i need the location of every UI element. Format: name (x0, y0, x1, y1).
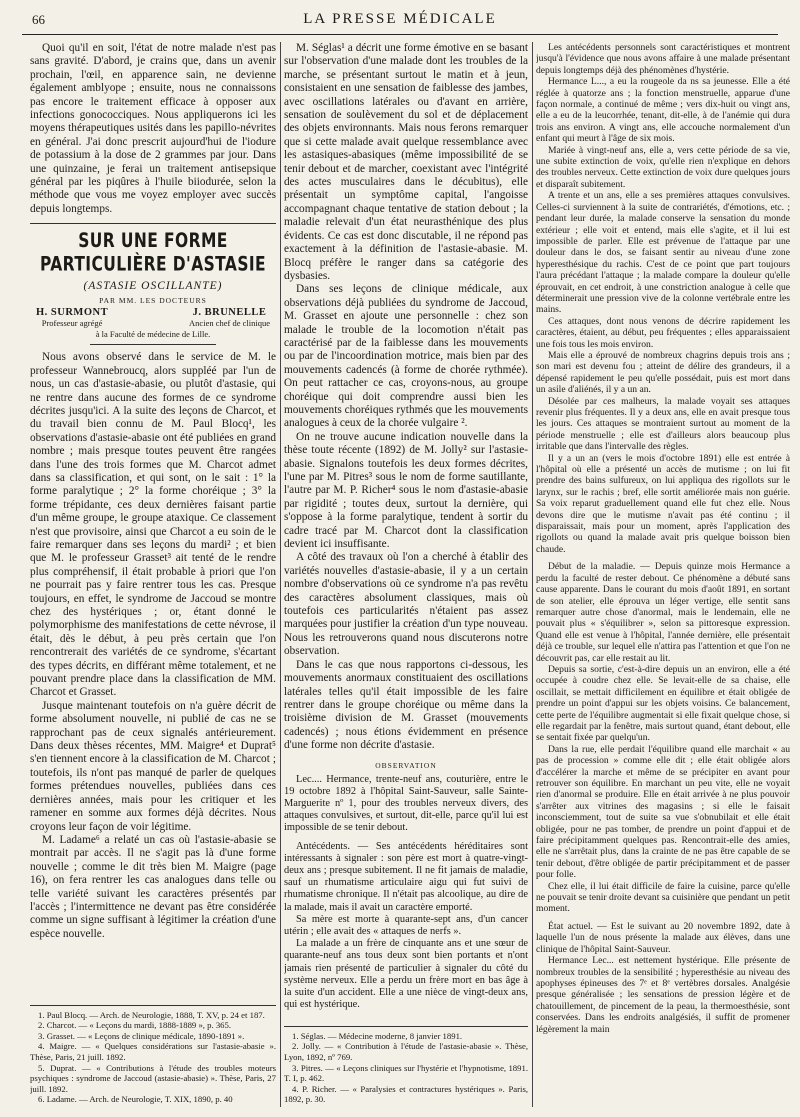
byline-divider (90, 344, 216, 345)
footnote: 5. Duprat. — « Contributions à l'étude des troubles moteurs psychiques : syndrome de Jaccoud (astasie-abasie) ». Thèse, Paris, 27 juill. 1892. (30, 1062, 276, 1094)
intro-paragraph: Quoi qu'il en soit, l'état de notre malade n'est pas sans gravité. D'abord, je crains que, dans un avenir prochain, l'œil, en apparence sain, ne devienne également amblyope ; ensuite, nous ne connaissons pas encore le traitement efficace à opposer aux infections gonococciques. Nous appliquerons ici les moyens thérapeutiques usités dans les papillo-névrites en général. J'ai donc prescrit aujourd'hui de l'iodure de potassium à la dose de 2 grammes par jour. Dans une quinzaine, je ferai un traitement antisepsique général par les piqûres à l'huile biiodurée, selon la méthode que vous me voyez employer avec succès depuis longtemps. (30, 42, 276, 215)
body-paragraph: M. Ladame⁶ a relaté un cas où l'astasie-abasie se montrait par accès. Il ne s'agit pas là d'une forme nouvelle ; comme le dit très bien M. Maigre (page 16), on fera rentrer les cas analogues dans telle ou telle variété suivant les caractères présentés par l'accès ; l'intermittence ne devant pas être considérée comme un signe suffisant à légitimer la création d'une espèce nouvelle. (30, 833, 276, 940)
footnote: 6. Ladame. — Arch. de Neurologie, T. XIX, 1890, p. 40 (38, 1094, 233, 1105)
author-2-title: Ancien chef de clinique (189, 318, 270, 329)
footnotes-col2 (284, 1026, 528, 1105)
body-paragraph: Hermance Lec... est nettement hystérique. Elle présente de nombreux troubles de la sensibilité ; hyperesthésie au niveau des apophyses épineuses des 7ᵉ et 8ᵉ vertèbres dorsales. Analgésie presque généralisée ; les sensations de pression légère et de chatouillement, de pincement de la peau, la thermoesthésie, sont conservées. Dans les endroits analgésiés, il suffit de promener légèrement la main (536, 955, 790, 1035)
author-1-name: H. SURMONT (36, 307, 109, 319)
page-number: 66 (32, 12, 45, 27)
author-1 (36, 308, 108, 328)
author-2 (189, 308, 270, 328)
body-paragraph: Jusque maintenant toutefois on n'a guère décrit de forme absolument nouvelle, ni publié de cas ne se rapprochant pas de ceux signalés antérieurement. Dans deux thèses récentes, MM. Maigre⁴ et Duprat⁵ s'en tiennent encore à la classification de M. Charcot ; toutefois, ils n'ont pas manqué de parler de quelques formes prétendues nouvelles, publiées dans ces dernières années, mais pour les critiquer et les ramener en somme aux formes déjà décrites. Nous croyons leur façon de voir légitime. (30, 699, 276, 833)
author-2-name: J. BRUNELLE (192, 307, 267, 319)
page-header (22, 8, 778, 35)
section-etat-actuel: État actuel. — Est le suivant au 20 novembre 1892, date à laquelle l'un de nous présente la malade aux élèves, dans une clinique de l'hôpital Saint-Sauveur. (536, 920, 790, 955)
body-paragraph: Dans la rue, elle perdait l'équilibre quand elle marchait « au pas de procession » comme elle dit ; elle était obligée alors d'accélérer la marche et même de se précipiter en avant pour retrouver son équilibre. En marchant un peu vite, elle ne voyait rien d'anormal se produire. Elle en était arrivée à ne plus pouvoir s'arrêter aux vitrines des magasins ; si elle le faisait inconsciemment, tout de suite sa vue s'obnubilait et elle était obligée, pour ne pas tomber, de prendre un point d'appui et de faire précipitamment quelques pas. Rencontrait-elle des amies, elle ne s'arrêtait plus, dans la crainte de ne pas être capable de se tenir debout, d'être obligée de partir précipitamment et de passer pour folle. (536, 743, 790, 881)
column-1 (30, 42, 276, 1111)
observation-paragraph: Antécédents. — Ses antécédents héréditaires sont intéressants à signaler : son père est mort à quatre-vingt-deux ans ; presque subitement. Il ne fit jamais de maladie, sauf un rhumatisme articulaire aigu qui fut suivi de rhumatisme chronique. Il n'était pas alcoolique, au dire de la malade, mais il avait un caractère emporté. (284, 840, 528, 913)
body-paragraph: Depuis sa sortie, c'est-à-dire depuis un an environ, elle a été occupée à coudre chez elle. Se levait-elle de sa chaise, elle oscillait, se mettait difficilement en équilibre et était obligée de prendre un point d'appui sur les objets voisins. Ce balancement, cette perte de l'équilibre augmentait si elle fixait quelque chose, si elle regardait par la fenêtre, mais surtout quand, étant debout, elle se sentait fixée par quelqu'un. (536, 663, 790, 744)
body-paragraph: Les antécédents personnels sont caractéristiques et montrent jusqu'à l'évidence que nous avons affaire à une malade présentant depuis longtemps déjà des phénomènes d'hystérie. (536, 42, 790, 76)
body-paragraph: Il y a un an (vers le mois d'octobre 1891) elle est entrée à l'hôpital où elle a présenté un accès de mutisme ; on lui fit prendre des bains sulfureux, on lui appliqua des rigollots sur le larynx, sur le rachis ; bref, elle sortit améliorée mais non guérie. Sa voix reparut graduellement quand elle fut chez elle. Nous devons dire que le mutisme n'avait pas été continu ; il disparaissait, mais pour un moment, après l'application des rigollots ou quand la malade avait pris quelque boisson bien chaude. (536, 452, 790, 555)
observation-text (284, 774, 528, 1012)
body-paragraph: Mais elle a éprouvé de nombreux chagrins depuis trois ans ; son mari est devenu fou ; atteint de délire des grandeurs, il a dépensé rapidement le peu qu'elle possédait, puis est mort dans un asile d'aliénés, il y a un an. (536, 349, 790, 396)
body-paragraph: Nous avons observé dans le service de M. le professeur Wannebroucq, alors suppléé par l'un de nous, un cas d'astasie-abasie, ou plutôt d'astasie, qui ne rentre dans aucune des formes de ce syndrome décrites jusqu'ici. A la suite des leçons de Charcot, et du travail bien connu de M. Paul Blocq¹, les observations d'astasie-abasie ont été publiées en grand nombre ; mais presque toutes peuvent être rangées dans l'une des trois formes que M. Charcot admet dans sa classification, et qui sont, on le sait : 1° la forme paralytique ; 2° la forme choréique ; 3° la forme trépidante, ces deux dernières faisant partie d'un même groupe, le groupe ataxique. Ce classement n'est que provisoire, ainsi que Charcot a eu soin de le faire remarquer dans ses leçons du mardi² ; et bien que M. le professeur Grasset³ ait tenté de le rendre plus compréhensif, il était probable à priori que l'on ne pourrait pas y faire rentrer tous les cas. Presque toujours, en effet, le syndrome de Jaccoud se montre chez des hystériques ; or, étant donné le polymorphisme des manifestations de cette névrose, il était, dès le début, à peu près certain que l'on rencontrerait des variétés de ce syndrome, s'écartant des types décrits, en différant même totalement, et ne pouvant prendre place dans la classification de MM. Charcot et Grasset. (30, 351, 276, 699)
body-paragraph: Hermance L..., a eu la rougeole da ns sa jeunesse. Elle a été réglée à quatorze ans ; la fonction menstruelle, apparue d'une façon normale, a continué de même ; vers dix-huit ou vingt ans, elle a eu de la leucorrhée, tenant, dit-elle, à de l'anémie qui dura trois ans environ. A vingt ans, elle accouche normalement d'un enfant qui meurt à l'âge de six mois. (536, 76, 790, 145)
column-2 (284, 42, 528, 1111)
section-debut-maladie: Début de la maladie. — Depuis quinze mois Hermance a perdu la faculté de rester debout. Ce phénomène a débuté sans cause apparente. Dans le courant du mois d'août 1891, en sortant de son atelier, elle éprouva un léger vertige, elle sentit sans remarquer autre chose d'anormal, mais le lendemain, elle ne pouvait plus « s'équilibrer », selon sa pittoresque expression. Quand elle est venue à l'hôpital, l'année dernière, elle présentait déjà ce trouble, sur lequel elle n'attira pas l'attention et que l'on ne découvrit pas, car elle restait au lit. (536, 561, 790, 664)
footnote: 3. Grasset. — « Leçons de clinique médicale, 1890-1891 ». (38, 1030, 245, 1041)
author-affiliation: à la Faculté de médecine de Lille. (95, 329, 211, 340)
article-title: SUR UNE FORME PARTICULIÈRE D'ASTASIE (39, 229, 267, 276)
footnote: 4. P. Richer. — « Paralysies et contractures hystériques ». Paris, 1892, p. 30. (284, 1083, 528, 1105)
observation-paragraph: La malade a un frère de cinquante ans et une sœur de quarante-neuf ans tous deux sont bien portants et n'ont jamais rien présenté de particulier à signaler du côté du système nerveux. Elle a perdu un frère mort en bas âge à la suite d'un accident. Elle a une nièce de vingt-deux ans, qui est hystérique. (284, 938, 528, 1011)
observation-paragraph: Lec.... Hermance, trente-neuf ans, couturière, entre le 19 octobre 1892 à l'hôpital Saint-Sauveur, salle Sainte-Marguerite nº 1, pour des troubles nerveux divers, des attaques convulsives, et surtout, dit-elle, parce qu'il lui est impossible de se tenir debout. (284, 773, 528, 834)
body-paragraph: Chez elle, il lui était difficile de faire la cuisine, parce qu'elle ne pouvait se tenir droite devant sa cuisinière que pendant un petit moment. (536, 880, 790, 915)
footnote: 4. Maigre. — « Quelques considérations sur l'astasie-abasie ». Thèse, Paris, 21 juill. 1892. (30, 1041, 276, 1063)
footnote: 1. Séglas. — Médecine moderne, 8 janvier 1891. (292, 1030, 463, 1041)
article-subtitle: (ASTASIE OSCILLANTE) (83, 280, 223, 293)
body-paragraph: M. Séglas¹ a décrit une forme émotive en se basant sur l'observation d'une malade dont les troubles de la marche, se présentant surtout le matin et à jeun, consistaient en une sensation de faiblesse des jambes, avec oscillations latérales ou d'avant en arrière, sensation de soulèvement du sol et de déplacement des objets environnants. Mais nous ferons remarquer que si cette malade avait quelque ressemblance avec les astasiques-abasiques (même impossibilité de se tenir debout et de marcher, coexistant avec l'intégrité des actes musculaires dans le décubitus), elle présentait un symptôme capital, l'angoisse accompagnant chaque tentative de station debout ; la maladie relevait d'un état neurasthénique des plus évidents. Ce cas est donc discutable, il ne répond pas exactement à la définition de l'astasie-abasie. M. Blocq préfère le ranger dans sa catégorie des dysbasies. (284, 42, 528, 282)
author-1-title: Professeur agrégé (41, 318, 103, 329)
column-3 (536, 42, 790, 1111)
column-rule-2 (532, 42, 533, 1107)
body-paragraph: Mariée à vingt-neuf ans, elle a, vers cette période de sa vie, une subite extinction de voix, qu'elle rien n'explique en dehors des troubles nerveux. Cette extinction de voix dure quelques jours et disparaît subitement. (536, 144, 790, 190)
body-paragraph: On ne trouve aucune indication nouvelle dans la thèse toute récente (1892) de M. Jolly² sur l'astasie-abasie. Signalons toutefois les deux formes décrites, l'une par M. Pitres³ sous le nom de forme sautillante, l'autre par M. P. Richer⁴ sous le nom d'astasie-abasie par rigidité ; toutes deux, surtout la dernière, qui s'oppose à la forme paralytique, tendent à sortir du cadre tracé par M. Charcot dont la classification devient ici insuffisante. (284, 430, 528, 551)
observation-paragraph: Sa mère est morte à quarante-sept ans, d'un cancer utérin ; elle avait des « attaques de nerfs ». (284, 913, 528, 937)
byline: PAR MM. LES DOCTEURS (99, 296, 207, 306)
body-paragraph: Dans ses leçons de clinique médicale, aux observations déjà publiées du syndrome de Jaccoud, M. Grasset en ajoute une personnelle : chez son malade le trouble de la locomotion n'était pas caractérisé par de la faiblesse dans les mouvements ou par de l'incoordination motrice, mais bien par des mouvements cadencés (à forme de chorée rythmée). On peut rattacher ce cas, croyons-nous, au groupe choréique qui doit comprendre aussi bien les mouvements choréiques rythmés que les mouvements analogues à ceux de la chorée vulgaire ². (284, 283, 528, 430)
footnote: 2. Charcot. — « Leçons du mardi, 1888-1889 », p. 365. (38, 1020, 232, 1031)
section-divider (30, 223, 276, 224)
footnotes-col1 (30, 1005, 276, 1105)
body-paragraph: Désolée par ces malheurs, la malade voyait ses attaques revenir plus fréquentes. Il y a deux ans, elle en avait presque tous les jours. Ces attaques se montraient surtout au moment de la période menstruelle ; elle est d'ailleurs alors beaucoup plus irritable que dans l'intervalle des règles. (536, 395, 790, 453)
footnote: 3. Pitres. — « Leçons cliniques sur l'hystérie et l'hypnotisme, 1891. T. I, p. 462. (284, 1062, 528, 1084)
authors (30, 308, 276, 328)
column-rule-1 (280, 42, 281, 1107)
observation-heading: OBSERVATION (375, 760, 437, 770)
footnote: 2. Jolly. — « Contribution à l'étude de l'astasie-abasie ». Thèse, Lyon, 1892, nº 769. (284, 1041, 528, 1063)
body-paragraph: A côté des travaux où l'on a cherché à établir des variétés nouvelles d'astasie-abasie, il y a un certain nombre d'observations où ce syndrome n'a pas revêtu des caractères absolument classiques, mais où toutefois ces particularités n'étaient pas assez marquées pour justifier la création d'un type nouveau. Nous les retrouverons quand nous discuterons notre observation. (284, 551, 528, 658)
footnote: 1. Paul Blocq. — Arch. de Neurologie, 1888, T. XV, p. 24 et 187. (38, 1009, 265, 1020)
body-paragraph: Dans le cas que nous rapportons ci-dessous, les mouvements anormaux constituaient des oscillations latérales telles qu'il était impossible de les faire rentrer dans le groupe choréique ou même dans la troisième division de M. Grasset (mouvements cadencés) ; nous étions évidemment en présence d'une forme non décrite d'astasie. (284, 658, 528, 752)
body-paragraph: Ces attaques, dont nous venons de décrire rapidement les caractères, étaient, au début, peu fréquentes ; elles apparaissaient une fois tous les mois environ. (536, 315, 790, 350)
body-paragraph: A trente et un ans, elle a ses premières attaques convulsives. Celles-ci surviennent à la suite de contrariétés, d'émotions, etc. ; pendant leur durée, la malade conserve la sensation du monde extérieur ; elle voit et entend, mais elle s'agite, et il lui est impossible de parler. Elle est prévenue de l'attaque par une douleur dans le dos, se faisant sentir au niveau d'une zone hyperesthésique du rachis. C'est de ce point que part toujours l'aura précédant l'attaque ; la malade compare la douleur qu'elle éprouvait, en cet endroit, à une constriction analogue à celle que déterminerait une pression vive de la colonne vertébrale entre les mains. (536, 190, 790, 316)
journal-title: LA PRESSE MÉDICALE (303, 11, 497, 27)
